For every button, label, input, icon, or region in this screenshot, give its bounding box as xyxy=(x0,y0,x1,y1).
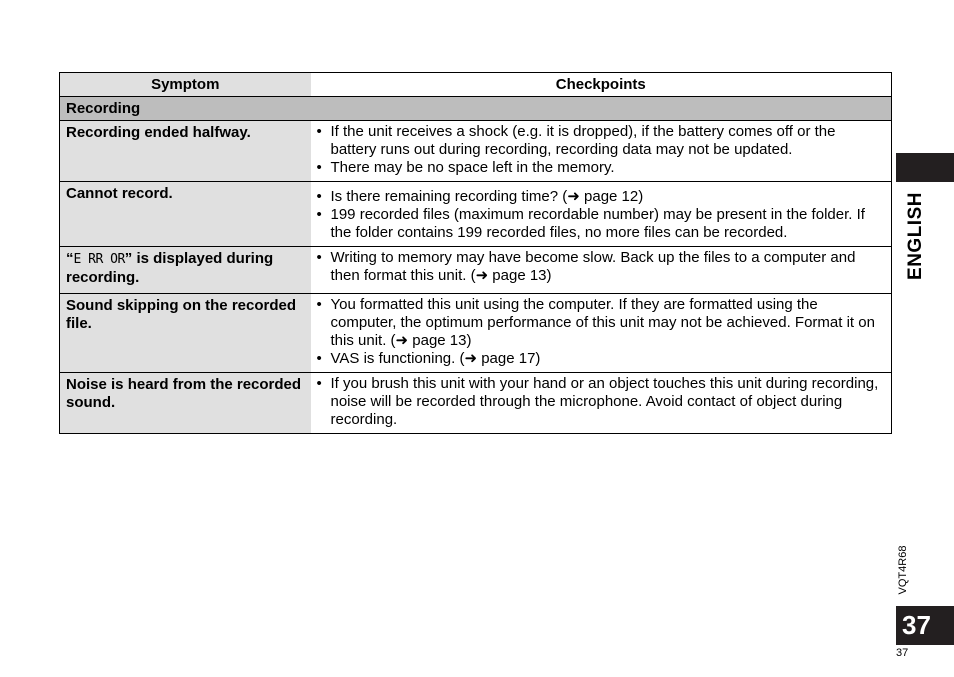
error-display-glyph: E RR OR xyxy=(73,252,125,267)
table-header-row xyxy=(60,73,892,97)
bullet: • xyxy=(316,350,322,367)
checkpoint-text: Writing to memory may have become slow. Back up the files to a computer and then format this unit. (➜ page 13) xyxy=(330,249,856,284)
symptom-cell: Recording ended halfway. xyxy=(60,121,311,182)
checkpoint-item xyxy=(317,375,886,429)
symptom-cell: Sound skipping on the recorded file. xyxy=(60,294,311,373)
checkpoint-text: VAS is functioning. (➜ page 17) xyxy=(330,350,541,367)
symptom-text: ” is displayed during recording. xyxy=(66,250,274,286)
checkpoints-cell xyxy=(311,294,892,373)
bullet: • xyxy=(316,375,322,392)
checkpoint-item xyxy=(317,350,886,368)
section-title: Recording xyxy=(60,97,892,121)
checkpoint-item xyxy=(317,159,886,177)
table-row xyxy=(60,121,892,182)
table-row xyxy=(60,294,892,373)
bullet: • xyxy=(316,296,322,313)
section-row xyxy=(60,97,892,121)
language-tab-label xyxy=(905,190,927,282)
model-code-text: VQT4R68 xyxy=(897,545,909,595)
bullet: • xyxy=(316,188,322,205)
troubleshooting-table xyxy=(59,72,892,434)
table-row xyxy=(60,182,892,247)
checkpoint-text: There may be no space left in the memory. xyxy=(330,159,615,176)
symptom-cell: Cannot record. xyxy=(60,182,311,247)
open-quote: “ xyxy=(66,250,74,267)
checkpoint-text: You formatted this unit using the computer. If they are formatted using the computer, the optimum performance of this unit may not be achieved. Format it on this unit. (➜ page 13) xyxy=(330,296,875,349)
checkpoint-text: Is there remaining recording time? (➜ page 12) xyxy=(330,188,644,205)
bullet: • xyxy=(316,206,322,223)
checkpoint-text: If you brush this unit with your hand or an object touches this unit during recording, noise will be recorded through the microphone. Avoid contact of object during recording. xyxy=(330,375,879,428)
header-checkpoints: Checkpoints xyxy=(311,73,892,97)
bullet: • xyxy=(316,123,322,140)
header-symptom: Symptom xyxy=(60,73,311,97)
checkpoint-item xyxy=(317,206,886,242)
checkpoint-item xyxy=(317,123,886,159)
checkpoints-cell xyxy=(311,182,892,247)
checkpoint-text: If the unit receives a shock (e.g. it is dropped), if the battery comes off or the battery runs out during recording, recording data may not be updated. xyxy=(330,123,836,158)
page-number-box: 37 xyxy=(896,606,954,645)
checkpoints-cell xyxy=(311,247,892,294)
checkpoint-item xyxy=(317,249,886,285)
symptom-cell xyxy=(60,247,311,294)
language-tab-text: ENGLISH xyxy=(905,192,926,280)
checkpoints-cell xyxy=(311,121,892,182)
table-row xyxy=(60,247,892,294)
checkpoint-item xyxy=(317,296,886,350)
checkpoint-item xyxy=(317,188,886,206)
language-tab-marker xyxy=(896,153,954,182)
symptom-cell: Noise is heard from the recorded sound. xyxy=(60,373,311,434)
page-number-small: 37 xyxy=(896,647,909,659)
table-row xyxy=(60,373,892,434)
checkpoint-text: 199 recorded files (maximum recordable number) may be present in the folder. If the folder contains 199 recorded files, no more files can be recorded. xyxy=(330,206,865,241)
checkpoints-cell xyxy=(311,373,892,434)
bullet: • xyxy=(316,249,322,266)
bullet: • xyxy=(316,159,322,176)
model-code xyxy=(895,538,911,602)
